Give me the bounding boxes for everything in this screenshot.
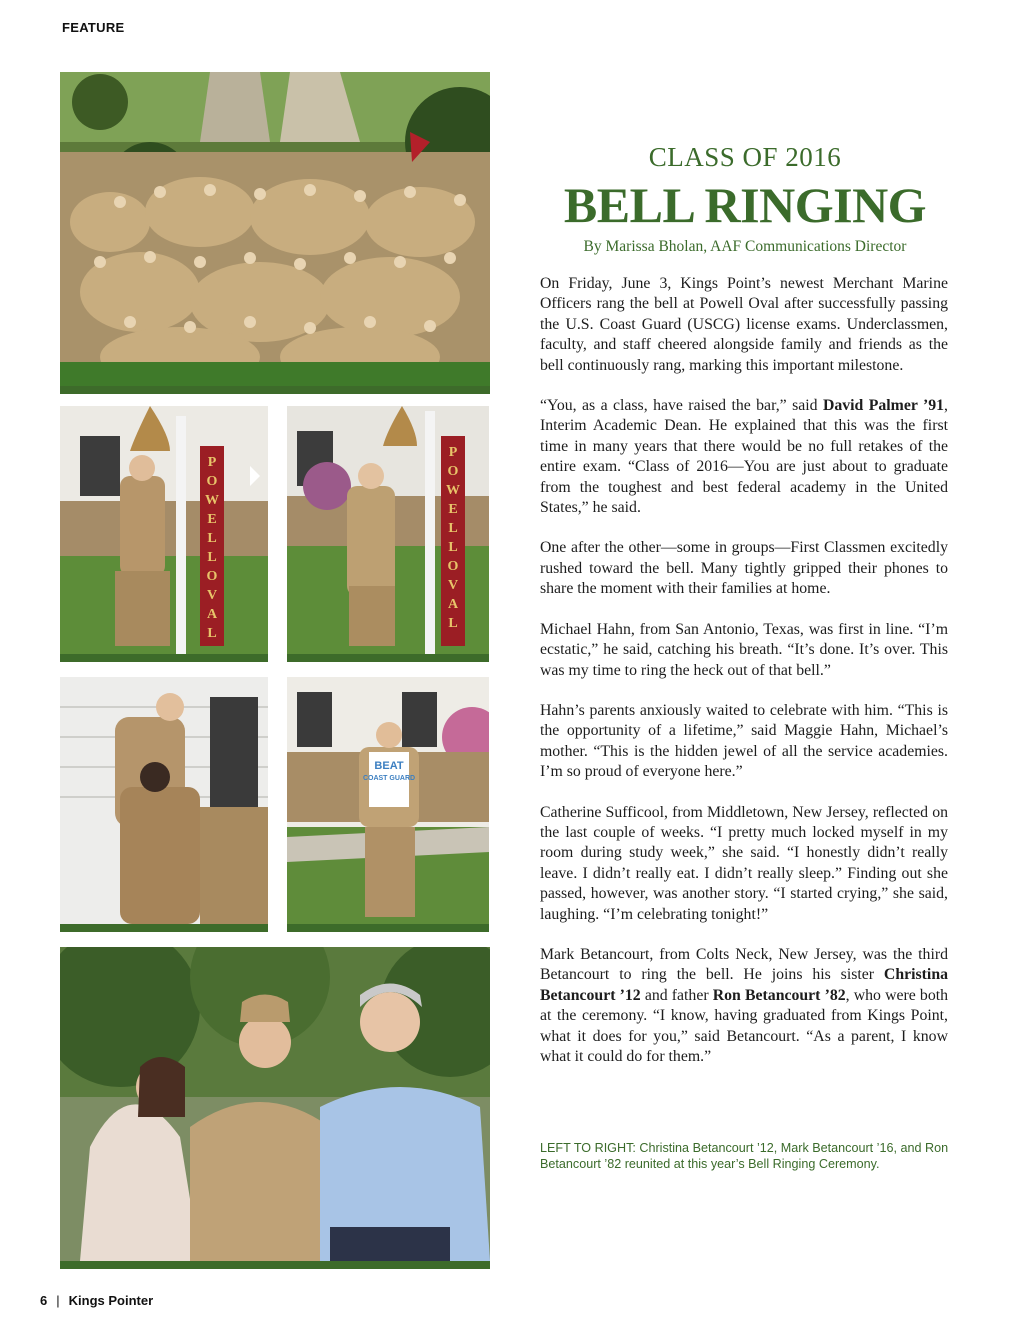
sign-letter: A [206, 607, 218, 622]
paragraph-text: One after the other—some in groups—First Classmen excitedly rushed toward the bell. Many tightly gripped their phones to share the moment with their families at home. [540, 539, 948, 598]
article-paragraph [540, 803, 948, 925]
bell-ringing-photo-2 [287, 406, 489, 662]
sign-letter: V [206, 588, 218, 603]
sign-letter: L [448, 521, 458, 536]
article-byline: By Marissa Bholan, AAF Communications Director [583, 238, 907, 255]
article-paragraph [540, 396, 948, 518]
sign-letter: L [207, 531, 217, 546]
page-footer [40, 1293, 153, 1308]
paragraph-text: On Friday, June 3, Kings Point’s newest Merchant Marine Officers rang the bell at Powell Oval after successfully passing the U.S. Coast Guard (USCG) license exams. Underclassmen, faculty, and staff cheered alongside family and friends as the bell continuously rang, marking this important milestone. [540, 275, 948, 374]
article-paragraph [540, 620, 948, 681]
shirt-text-coast-guard: COAST GUARD [362, 775, 416, 782]
paragraph-text: Michael Hahn, from San Antonio, Texas, was first in line. “I’m ecstatic,” he said, catching his breath. “It’s done. It’s over. This was my time to ring the heck out of that bell.” [540, 620, 948, 679]
article-body [540, 274, 948, 1087]
sign-letter: P [448, 445, 458, 460]
article-kicker: CLASS OF 2016 [648, 142, 842, 172]
sign-letter: P [207, 455, 217, 470]
betancourt-family-photo [60, 947, 490, 1269]
paragraph-text: “You, as a class, have raised the bar,” said [540, 397, 823, 415]
article-paragraph [540, 701, 948, 783]
article-paragraph [540, 538, 948, 599]
paragraph-text: , Interim Academic Dean. He explained that this was the first time in many years that there would be no full retakes of the entire exam. “Class of 2016—You are just about to graduate from the toughest and best federal academy in the United States,” he said. [540, 397, 948, 517]
section-label: FEATURE [62, 20, 125, 35]
sign-letter: L [448, 540, 458, 555]
class-group-photo [60, 72, 490, 394]
footer-separator: | [56, 1293, 60, 1308]
sign-letter: O [206, 474, 218, 489]
sign-letter: O [206, 569, 218, 584]
sign-letter: A [447, 597, 459, 612]
sign-letter: L [207, 626, 217, 641]
paragraph-text: and father [640, 986, 713, 1004]
sign-letter: L [207, 550, 217, 565]
photo-caption: LEFT TO RIGHT: Christina Betancourt ’12, Mark Betancourt ’16, and Ron Betancourt ’82 reunited at this year’s Bell Ringing Ceremony. [540, 1141, 949, 1171]
person-name: David Palmer ’91 [822, 397, 945, 415]
shirt-text-beat: BEAT [374, 760, 404, 772]
sign-letter: V [447, 578, 459, 593]
paragraph-text: , who were both at the ceremony. “I know, having graduated from Kings Point, what it does for you,” said Betancourt. “As a parent, I know what it could do for them.” [540, 986, 949, 1065]
celebration-hug-photo [60, 677, 268, 932]
publication-name: Kings Pointer [68, 1293, 154, 1308]
paragraph-text: Mark Betancourt, from Colts Neck, New Jersey, was the third Betancourt to ring the bell. He joins his sister [540, 945, 948, 984]
page-number: 6 [40, 1293, 48, 1308]
paragraph-text: Catherine Sufficool, from Middletown, New Jersey, reflected on the last couple of weeks. “I pretty much locked myself in my room during study week,” she said. “I honestly didn’t really leave. I didn’t really eat. I didn’t really sleep.” Finding out she passed, however, was another story. “I started crying,” she said, laughing. “I’m celebrating tonight!” [540, 803, 948, 923]
person-name: Christina Betancourt ’12 [540, 966, 948, 1004]
sign-letter: L [448, 616, 458, 631]
sign-letter: O [447, 559, 459, 574]
article-paragraph [540, 945, 948, 1067]
bell-ringing-photo-1 [60, 406, 268, 662]
article-paragraph [540, 274, 948, 376]
beat-coast-guard-shirt-photo [287, 677, 489, 932]
sign-letter: E [448, 502, 458, 517]
sign-letter: O [447, 464, 459, 479]
person-name: Ron Betancourt ’82 [712, 986, 846, 1004]
sign-letter: W [205, 493, 219, 508]
sign-letter: E [207, 512, 217, 527]
article-title: BELL RINGING [563, 177, 927, 233]
paragraph-text: Hahn’s parents anxiously waited to celebrate with him. “This is the opportunity of a lifetime,” said Maggie Hahn, Michael’s mother. “This is the hidden jewel of all the service academies. I’m so proud of everyone here.” [540, 701, 948, 781]
sign-letter: W [446, 483, 460, 498]
